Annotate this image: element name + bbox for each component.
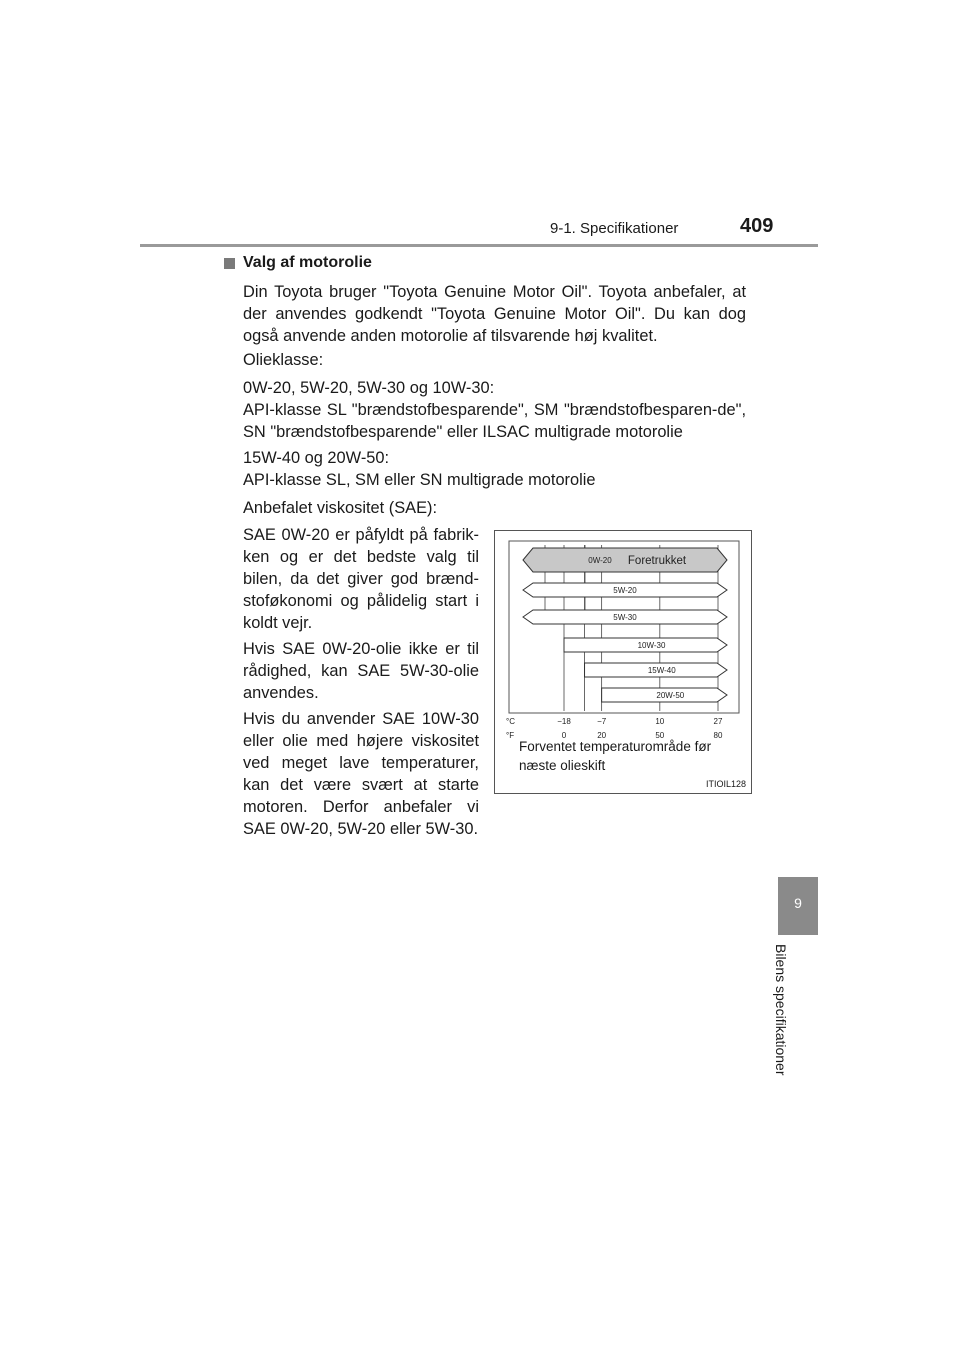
cold-start-paragraph: Hvis du anvender SAE 10W-30 eller olie med højere viskositet ved meget lave temperaturer, kan det være svært at starte motoren. Derfor anbefaler vi SAE 0W-20, 5W-20 eller 5W-30.: [243, 710, 479, 838]
class-b-spec: API-klasse SL, SM eller SN multigrade motorolie: [243, 471, 596, 489]
celsius-unit: °C: [506, 717, 515, 726]
fahrenheit-tick: 20: [597, 731, 607, 740]
square-bullet-icon: [224, 258, 235, 269]
oil-class-label: Olieklasse:: [243, 351, 324, 369]
figure-code: ITIOIL128: [706, 779, 747, 789]
chapter-number: 9: [794, 895, 802, 911]
grade-bars: [523, 548, 727, 702]
alternative-oil-paragraph: Hvis SAE 0W-20-olie ikke er til rådighed, kan SAE 5W-30-olie anvendes.: [243, 640, 479, 702]
celsius-tick: −18: [557, 717, 571, 726]
grade-bar: [523, 548, 727, 572]
preferred-label: Foretrukket: [627, 555, 687, 567]
celsius-tick: 27: [713, 717, 723, 726]
page-number: 409: [740, 215, 774, 237]
celsius-tick: 10: [655, 717, 665, 726]
chapter-tab: [778, 877, 818, 935]
fahrenheit-tick: 80: [713, 731, 723, 740]
fahrenheit-tick: 0: [561, 731, 567, 740]
grade-label: 5W-30: [613, 613, 637, 622]
class-b-grades: 15W-40 og 20W-50:: [243, 449, 390, 467]
grade-label: 5W-20: [613, 586, 637, 595]
chapter-label: [773, 944, 813, 1094]
grade-label: 20W-50: [656, 691, 685, 700]
figure-caption: Forventet temperaturområde før næste olieskift: [519, 739, 712, 773]
fahrenheit-tick: 50: [655, 731, 665, 740]
factory-fill-paragraph: SAE 0W-20 er påfyldt på fabrik-ken og er det bedste valg til bilen, da det giver god brænd-stoføkonomi og pålidelig start i koldt vejr.: [243, 526, 479, 632]
header-rule: [140, 244, 818, 247]
intro-paragraph: Din Toyota bruger "Toyota Genuine Motor Oil". Toyota anbefaler, at der anvendes godkendt "Toyota Genuine Motor Oil". Du kan dog også anvende anden motorolie af tilsvarende høj kvalitet.: [243, 283, 746, 345]
celsius-ticks: [557, 717, 723, 726]
section-heading: [224, 254, 372, 272]
chapter-label-text: Bilens specifikationer: [773, 944, 789, 1076]
class-a-grades: 0W-20, 5W-20, 5W-30 og 10W-30:: [243, 379, 495, 397]
grade-label: 0W-20: [588, 556, 612, 565]
grade-label: 10W-30: [637, 641, 666, 650]
grade-label: 15W-40: [647, 666, 676, 675]
heading-text: Valg af motorolie: [243, 254, 372, 271]
section-title: 9-1. Specifikationer: [550, 220, 679, 237]
viscosity-label: Anbefalet viskositet (SAE):: [243, 499, 438, 517]
fahrenheit-unit: °F: [506, 731, 515, 740]
class-a-spec: API-klasse SL "brændstofbesparende", SM "brændstofbesparen-de", SN "brændstofbesparende" eller ILSAC multigrade motorolie: [243, 401, 746, 441]
celsius-tick: −7: [597, 717, 607, 726]
